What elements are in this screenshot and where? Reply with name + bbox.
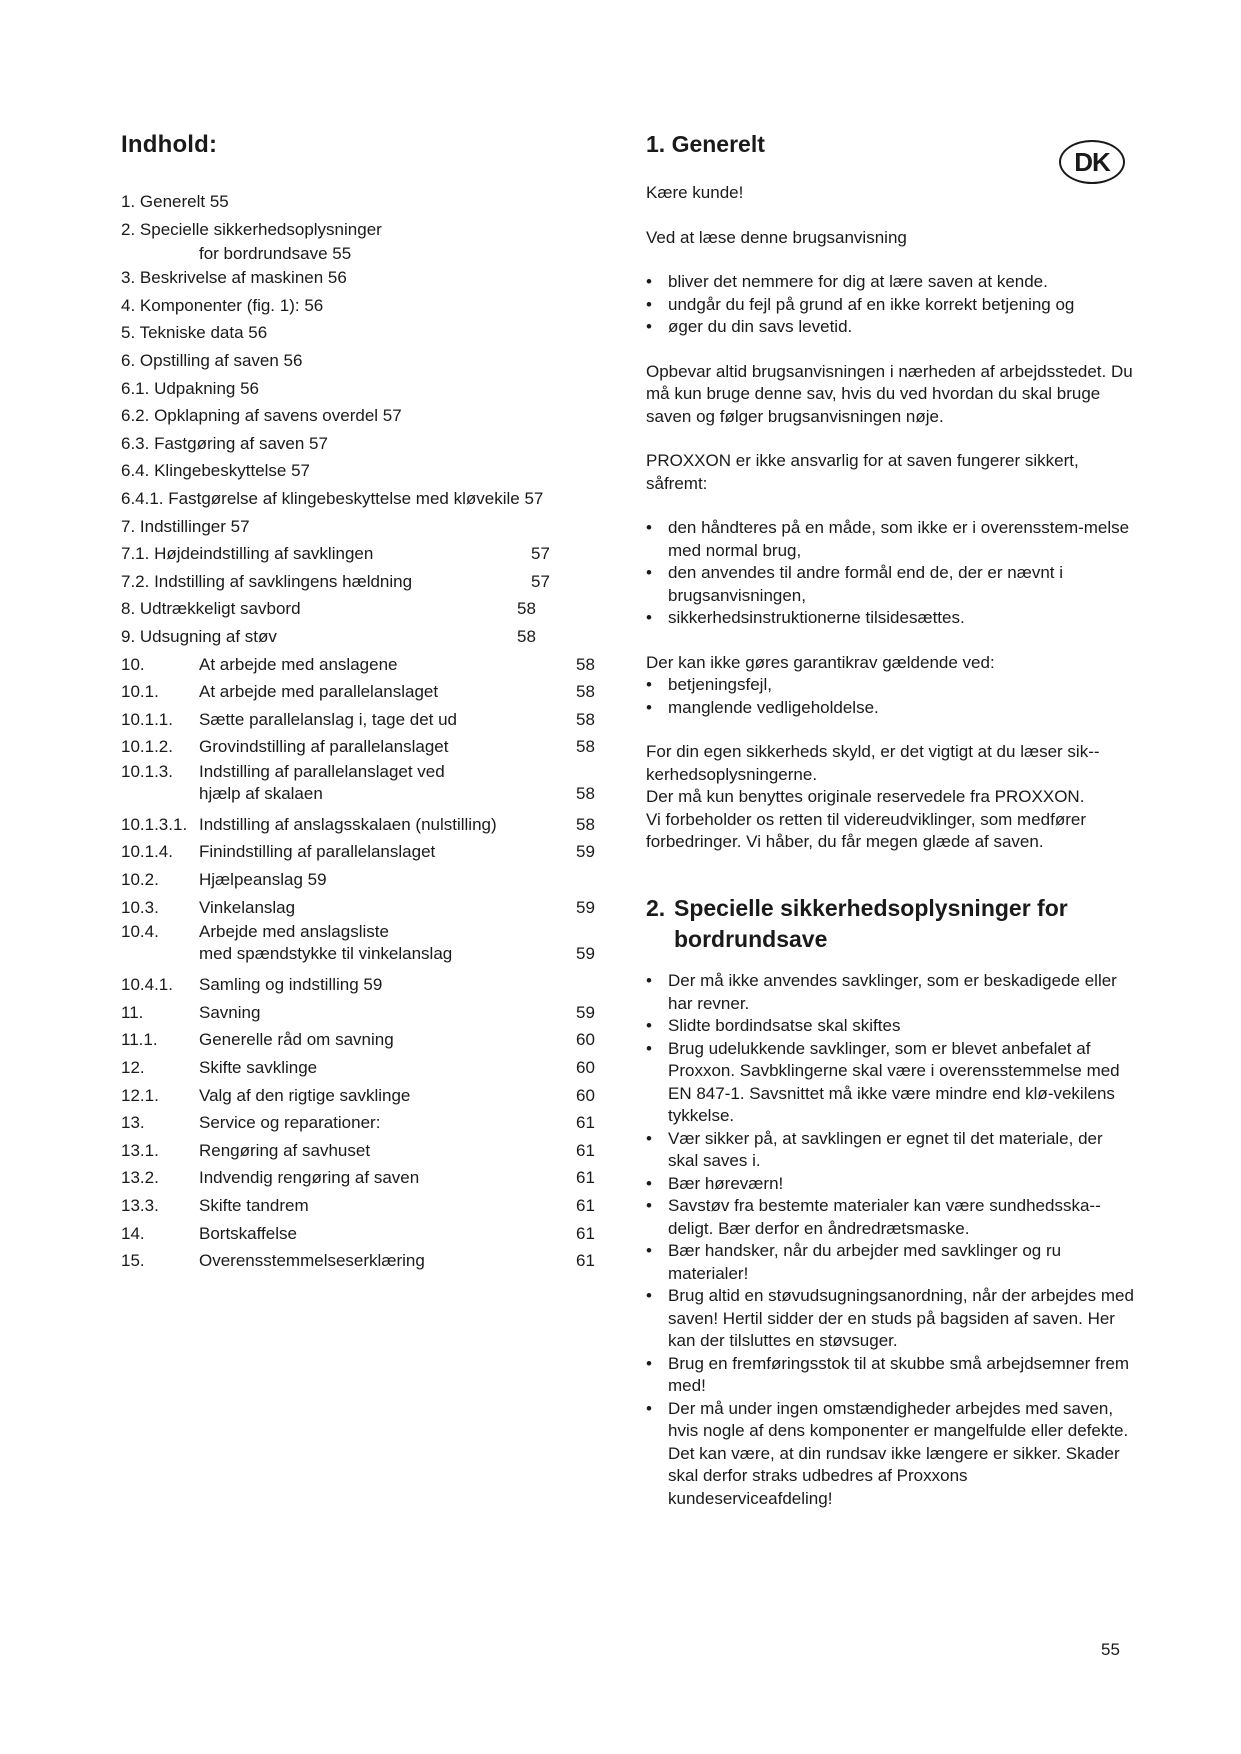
section2-title-line1: Specielle sikkerhedsoplysninger for [674,895,1068,921]
toc-entry [121,651,616,679]
language-badge [1059,140,1125,184]
toc-entry [121,1220,616,1248]
toc-entry-number: 12. [121,1058,145,1078]
intro: Ved at læse denne brugsanvisning [646,227,907,247]
toc-entry [121,1164,616,1192]
toc-entry-text: 6.2. Opklapning af savens overdel 57 [121,406,402,426]
toc-entry [121,188,616,216]
toc-entry [121,1137,616,1165]
toc-entry [121,1109,616,1137]
list-item: • Vær sikker på, at savklingen er egnet til det materiale, der skal saves i. [646,1128,1136,1173]
list-item: • Bær høreværn! [646,1173,1136,1196]
toc-entry-text: Valg af den rigtige savklinge [199,1085,411,1105]
toc-page-number: 59 [576,1002,595,1022]
toc-entry [121,457,616,485]
toc-entry-text-continued: hjælp af skalaen [199,783,323,803]
toc-entry [121,971,616,999]
toc-entry-text: Sætte parallelanslag i, tage det ud [199,709,458,729]
conditions-list [646,517,1136,630]
toc-entry-number: 12.1. [121,1085,159,1105]
toc-entry-number: 13.3. [121,1196,159,1215]
toc-entry-text: Generelle råd om savning [199,1030,394,1050]
toc-page-number: 61 [576,1140,595,1160]
toc-entry [121,595,616,623]
toc-entry-number: 13.2. [121,1168,159,1188]
toc-entry-text: Finindstilling af parallelanslaget [199,842,436,862]
toc-entry [121,733,616,761]
list-item: • Savstøv fra bestemte materialer kan være sundhedsska-deligt. Bær derfor en åndredrætsmaske. [646,1195,1136,1240]
toc-page-number: 60 [576,1085,595,1105]
section1-body [646,182,1136,854]
toc-entry-text: 8. Udtrækkeligt savbord [121,599,301,619]
toc-entry [121,375,616,403]
toc-page-number: 59 [576,842,595,862]
toc-entry [121,568,616,596]
list-item: • Slidte bordindsatse skal skiftes [646,1015,1136,1038]
toc-entry [121,866,616,894]
section1-title: 1. Generelt [646,131,765,157]
list-item: • bliver det nemmere for dig at lære saven at kende. [646,271,1136,294]
toc-entry-number: 11. [121,1002,144,1022]
section2-title [646,893,1068,955]
toc-entry [121,894,616,922]
toc-entry-number: 14. [121,1223,145,1243]
toc-entry-text: Skifte savklinge [199,1058,318,1078]
section2-list [646,970,1136,1510]
toc-entry [121,1054,616,1082]
toc-entry-text: for bordrundsave 55 [199,244,352,264]
toc-entry-text: Overensstemmelseserklæring [199,1251,425,1271]
toc-page-number: 61 [576,1251,595,1271]
toc-entry [121,811,616,839]
keep-manual-text: Opbevar altid brugsanvisningen i nærheden af arbejdsstedet. Du må kun bruge denne sav, hvis du ved hvordan du skal bruge saven og følger brugsanvisningen nøje. [646,361,1133,426]
list-item: • sikkerhedsinstruktionerne tilsidesættes. [646,607,1136,630]
toc-page-number: 59 [576,944,595,964]
greeting: Kære kunde! [646,183,744,202]
toc-page-number: 61 [576,1223,595,1243]
toc-entry-text: Indvendig rengøring af saven [199,1168,420,1188]
toc-entry-text: 7. Indstillinger 57 [121,516,250,536]
toc-entry-number: 10. [121,654,145,674]
toc-entry-text: Service og reparationer: [199,1113,381,1133]
toc-entry-text: Bortskaffelse [199,1223,297,1243]
toc-page-number: 58 [576,709,595,729]
toc-entry-text: 6.4.1. Fastgørelse af klingebeskyttelse med kløvekile 57 [121,488,544,508]
toc-page-number: 58 [517,626,536,646]
list-item: • manglende vedligeholdelse. [646,697,1136,720]
closing-text-3: Vi forbeholder os retten til videreudviklinger, som medfører forbedringer. Vi håber, du får megen glæde af saven. [646,809,1086,851]
list-item: • Brug en fremføringsstok til at skubbe små arbejdsemner frem med! [646,1353,1136,1398]
toc-entry [121,1082,616,1110]
closing-text-2: Der må kun benyttes originale reservedele fra PROXXON. [646,787,1085,806]
toc-entry-text: Indstilling af parallelanslaget ved [199,761,445,781]
toc-entry [121,540,616,568]
toc-page-number: 57 [531,571,550,591]
liability-text: PROXXON er ikke ansvarlig for at saven fungerer sikkert, såfremt: [646,451,1079,493]
list-item: • Der må under ingen omstændigheder arbejdes med saven, hvis nogle af dens komponenter er mangelfulde eller defekte. Det kan være, at din rundsav ikke længere er sikker. Skader skal derfor straks udbedres af Proxxons kundeserviceafdeling! [646,1398,1136,1511]
toc-page-number: 61 [576,1168,595,1188]
toc-entry-text: 6.3. Fastgøring af saven 57 [121,433,328,453]
list-item: • Brug altid en støvudsugningsanordning, når der arbejdes med saven! Hertil sidder der en studs på bagsiden af saven. Her kan der tilsluttes en støvsuger. [646,1285,1136,1353]
toc-entry-number: 10.1.3.1. [121,814,188,834]
toc-entry-text: Skifte tandrem [199,1196,309,1215]
toc-entry [121,216,616,244]
toc-page-number: 59 [576,897,595,917]
toc-entry [121,513,616,541]
toc-entry [121,243,616,264]
toc-entry-number: 10.1.1. [121,709,173,729]
toc-entry-text: At arbejde med parallelanslaget [199,682,439,702]
toc-list [121,188,616,1275]
list-item: • den håndteres på en måde, som ikke er i overensstem-melse med normal brug, [646,517,1136,562]
toc-entry-number: 13.1. [121,1140,159,1160]
toc-entry-number: 15. [121,1251,145,1271]
toc-page-number: 58 [517,599,536,619]
closing-text-1: For din egen sikkerheds skyld, er det vigtigt at du læser sik-kerhedsoplysningerne. [646,742,1100,784]
toc-entry-text: 3. Beskrivelse af maskinen 56 [121,268,347,288]
toc-entry [121,485,616,513]
toc-page-number: 61 [576,1196,595,1215]
list-item: • Brug udelukkende savklinger, som er blevet anbefalet af Proxxon. Savbklingerne skal være i overensstemmelse med EN 847-1. Savsnittet må ikke være mindre end klø-vekilens tykkelse. [646,1038,1136,1128]
toc-title: Indhold: [121,131,218,158]
toc-page-number: 61 [576,1113,595,1133]
toc-entry-number: 13. [121,1113,145,1133]
toc-page-number: 60 [576,1058,595,1078]
toc-entry-number: 10.4.1. [121,975,173,995]
list-item: • betjeningsfejl, [646,674,1136,697]
section2-number: 2. [646,895,666,921]
toc-entry-text: 6.4. Klingebeskyttelse 57 [121,461,311,481]
toc-entry [121,1026,616,1054]
list-item: • den anvendes til andre formål end de, der er nævnt i brugsanvisningen, [646,562,1136,607]
section2-title-line2: bordrundsave [674,926,828,952]
list-item: • Bær handsker, når du arbejder med savklinger og ru materialer! [646,1240,1136,1285]
list-item: • øger du din savs levetid. [646,316,1136,339]
toc-entry-number: 10.1.2. [121,737,173,757]
toc-entry-text: 7.1. Højdeindstilling af savklingen [121,544,374,564]
toc-entry [121,347,616,375]
warranty-text: Der kan ikke gøres garantikrav gældende ved: [646,652,995,672]
toc-entry [121,319,616,347]
toc-entry [121,402,616,430]
toc-entry-text: 1. Generelt 55 [121,192,229,211]
toc-entry [121,838,616,866]
toc-entry [121,430,616,458]
toc-entry [121,623,616,651]
toc-entry-text: 6.1. Udpakning 56 [121,378,259,398]
toc-entry [121,706,616,734]
toc-entry [121,761,616,811]
toc-entry-text: Grovindstilling af parallelanslaget [199,737,449,757]
toc-entry-text: 4. Komponenter (fig. 1): 56 [121,295,324,315]
toc-page-number: 58 [576,654,595,674]
toc-entry-text: Samling og indstilling 59 [199,975,383,995]
toc-entry-text: Hjælpeanslag 59 [199,870,327,890]
language-badge-label: DK [1074,146,1110,177]
toc-entry [121,678,616,706]
toc-entry-number: 10.4. [121,922,159,942]
toc-entry-number: 11.1. [121,1030,158,1050]
benefits-list [646,271,1136,339]
toc-entry-text: Vinkelanslag [199,897,296,917]
toc-page-number: 60 [576,1030,595,1050]
toc-entry-text-continued: med spændstykke til vinkelanslag [199,944,453,964]
toc-entry-number: 10.1.4. [121,842,173,862]
toc-entry-text: Savning [199,1002,261,1022]
toc-entry-number: 10.1.3. [121,761,173,781]
list-item: • undgår du fejl på grund af en ikke korrekt betjening og [646,294,1136,317]
toc-entry-text: At arbejde med anslagene [199,654,398,674]
toc-entry [121,264,616,292]
toc-entry-text: 7.2. Indstilling af savklingens hældning [121,571,413,591]
list-item: • Der må ikke anvendes savklinger, som er beskadigede eller har revner. [646,970,1136,1015]
toc-entry-text: 5. Tekniske data 56 [121,323,268,343]
toc-entry-number: 10.2. [121,870,159,890]
toc-entry [121,292,616,320]
toc-entry [121,1192,616,1220]
toc-entry-number: 10.1. [121,682,159,702]
toc-entry-number: 10.3. [121,897,159,917]
page-number: 55 [1101,1640,1120,1659]
toc-page-number: 58 [576,737,595,757]
toc-entry-text: 6. Opstilling af saven 56 [121,350,303,370]
toc-entry [121,999,616,1027]
toc-entry-text: Arbejde med anslagsliste [199,922,389,942]
toc-entry [121,1247,616,1275]
toc-entry-text: Indstilling af anslagsskalaen (nulstilling) [199,814,497,834]
toc-entry [121,921,616,971]
toc-page-number: 58 [576,682,595,702]
toc-page-number: 58 [576,814,595,834]
toc-entry-text: Rengøring af savhuset [199,1140,371,1160]
toc-page-number: 57 [531,544,550,564]
toc-entry-text: 9. Udsugning af støv [121,626,277,646]
toc-entry-text: 2. Specielle sikkerhedsoplysninger [121,219,382,239]
toc-page-number: 58 [576,783,595,803]
